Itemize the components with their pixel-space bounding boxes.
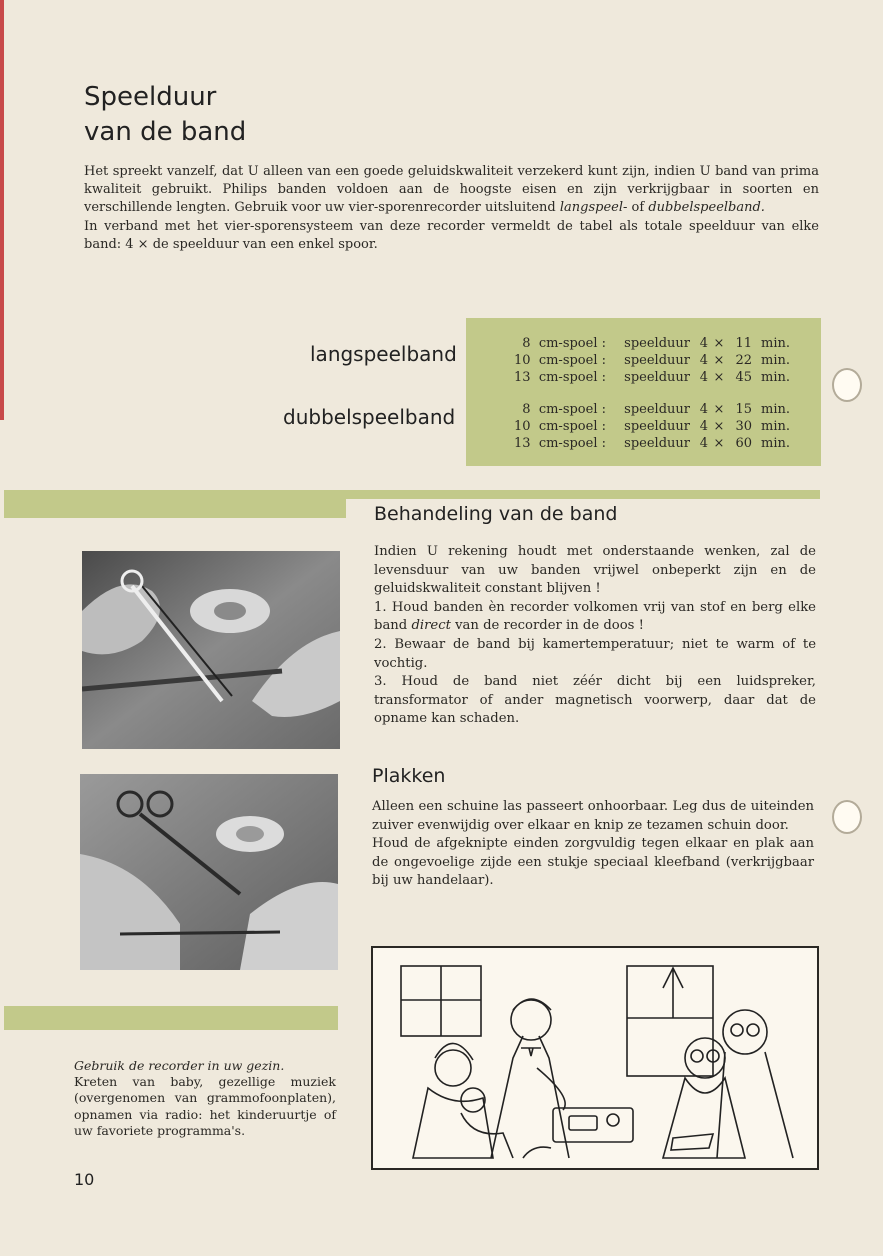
cell-size: 10 cm-spoel : xyxy=(514,419,606,434)
cell-minutes: 30 xyxy=(735,419,752,434)
behandeling-heading: Behandeling van de band xyxy=(374,503,618,525)
plakken-heading: Plakken xyxy=(372,765,446,787)
family-illustration xyxy=(371,946,819,1170)
cell-size: 8 cm-spoel : xyxy=(522,336,606,351)
family-illustration-drawing xyxy=(373,948,817,1168)
plakken-text xyxy=(372,798,814,891)
cell-minutes: 60 xyxy=(735,436,752,451)
intro-text-em1: langspeel- xyxy=(559,200,628,216)
plakken-paragraph: Houd de afgeknipte einden zorgvuldig tegen elkaar en plak aan de ongevoelige zijde een stukje speciaal kleefband (verkrijgbaar bij uw handelaar). xyxy=(372,836,814,889)
table-row xyxy=(486,335,790,352)
green-bar-right xyxy=(346,490,820,499)
page-edge xyxy=(0,0,4,420)
cell-size: 10 cm-spoel : xyxy=(514,353,606,368)
cell-min: min. xyxy=(761,419,790,434)
table-row xyxy=(486,369,790,386)
cell-times: × xyxy=(713,402,725,417)
photo-splicing-tape-image xyxy=(80,774,338,970)
cell-times: × xyxy=(713,419,725,434)
cell-word: speelduur xyxy=(624,353,690,368)
cell-word: speelduur xyxy=(624,370,690,385)
caption-text: Kreten van baby, gezellige muziek (overgenomen van grammofoonplaten), opnamen via radio: het kinderuurtje of uw favoriete programma's. xyxy=(74,1074,336,1138)
behandeling-p2-em: direct xyxy=(411,618,451,634)
table-row xyxy=(486,352,790,369)
table-row xyxy=(486,435,790,452)
cell-word: speelduur xyxy=(624,419,690,434)
cell-minutes: 11 xyxy=(735,336,752,351)
cell-times: × xyxy=(713,353,725,368)
intro-text-c: of xyxy=(627,200,649,216)
cell-min: min. xyxy=(761,370,790,385)
cell-word: speelduur xyxy=(624,402,690,417)
behandeling-text xyxy=(374,543,816,729)
behandeling-paragraph: Indien U rekening houdt met onderstaande wenken, zal de levensduur van uw banden vrijwel onbeperkt zijn en de geluidskwaliteit constant blijven ! xyxy=(374,544,816,597)
page-title-line2: van de band xyxy=(84,117,247,147)
photo-cutting-tape-image xyxy=(82,551,340,749)
photo-cutting-tape xyxy=(82,551,340,749)
cell-size: 13 cm-spoel : xyxy=(514,370,606,385)
punch-hole-lower xyxy=(832,800,862,834)
intro-paragraph-1 xyxy=(84,163,819,218)
punch-hole-upper xyxy=(832,368,862,402)
cell-factor: 4 xyxy=(699,436,708,451)
langspeelband-label: langspeelband xyxy=(310,342,457,366)
cell-times: × xyxy=(713,336,725,351)
dubbelspeelband-label: dubbelspeelband xyxy=(283,405,456,429)
dubbelspeel-table xyxy=(486,401,790,452)
cell-factor: 4 xyxy=(699,402,708,417)
page-title-line1: Speelduur xyxy=(84,82,217,112)
cell-min: min. xyxy=(761,353,790,368)
cell-factor: 4 xyxy=(699,370,708,385)
cell-word: speelduur xyxy=(624,336,690,351)
intro-text-a: Het spreekt vanzelf, dat U alleen van een goede geluidskwaliteit verzekerd kunt zijn, indien U band van prima kwaliteit gebruikt. Philips banden voldoen aan de hoogste eisen en zijn verkrijgbaar in soorten en verschillende lengten. Gebruik voor uw vier-sporenrecorder uitsluitend xyxy=(84,164,819,216)
cell-factor: 4 xyxy=(699,336,708,351)
page-number: 10 xyxy=(74,1170,95,1189)
caption xyxy=(74,1058,336,1139)
table-row xyxy=(486,401,790,418)
cell-minutes: 15 xyxy=(735,402,752,417)
green-bar-bottom xyxy=(4,1006,338,1030)
behandeling-paragraph: 2. Bewaar de band bij kamertemperatuur; niet te warm of te vochtig. xyxy=(374,636,816,671)
cell-word: speelduur xyxy=(624,436,690,451)
behandeling-p2-c: van de recorder in de doos ! xyxy=(450,618,644,634)
langspeel-table xyxy=(486,335,790,386)
behandeling-p2-a: 1. Houd banden èn recorder volkomen vrij van stof en berg elke band xyxy=(374,599,816,634)
cell-size: 13 cm-spoel : xyxy=(514,436,606,451)
behandeling-paragraph: 3. Houd de band niet zéér dicht bij een luidspreker, transformator of ander magnetisch voorwerp, daar dat de opname kan schaden. xyxy=(374,674,816,727)
table-row xyxy=(486,418,790,435)
cell-times: × xyxy=(713,436,725,451)
cell-min: min. xyxy=(761,436,790,451)
plakken-paragraph: Alleen een schuine las passeert onhoorbaar. Leg dus de uiteinden zuiver evenwijdig over elkaar en knip ze tezamen schuin door. xyxy=(372,799,814,833)
intro-text xyxy=(84,163,819,254)
cell-size: 8 cm-spoel : xyxy=(522,402,606,417)
behandeling-paragraph xyxy=(374,599,816,636)
photo-splicing-tape xyxy=(80,774,338,970)
cell-min: min. xyxy=(761,402,790,417)
cell-min: min. xyxy=(761,336,790,351)
cell-factor: 4 xyxy=(699,353,708,368)
cell-times: × xyxy=(713,370,725,385)
cell-factor: 4 xyxy=(699,419,708,434)
cell-minutes: 45 xyxy=(735,370,752,385)
caption-italic: Gebruik de recorder in uw gezin. xyxy=(74,1058,285,1073)
green-bar-left xyxy=(4,490,346,518)
page-title xyxy=(84,80,246,150)
cell-minutes: 22 xyxy=(735,353,752,368)
intro-text-em2: dubbelspeelband. xyxy=(648,200,765,216)
intro-paragraph-2: In verband met het vier-sporensysteem van deze recorder vermeldt de tabel als totale speelduur van elke band: 4 × de speelduur van een enkel spoor. xyxy=(84,218,819,252)
